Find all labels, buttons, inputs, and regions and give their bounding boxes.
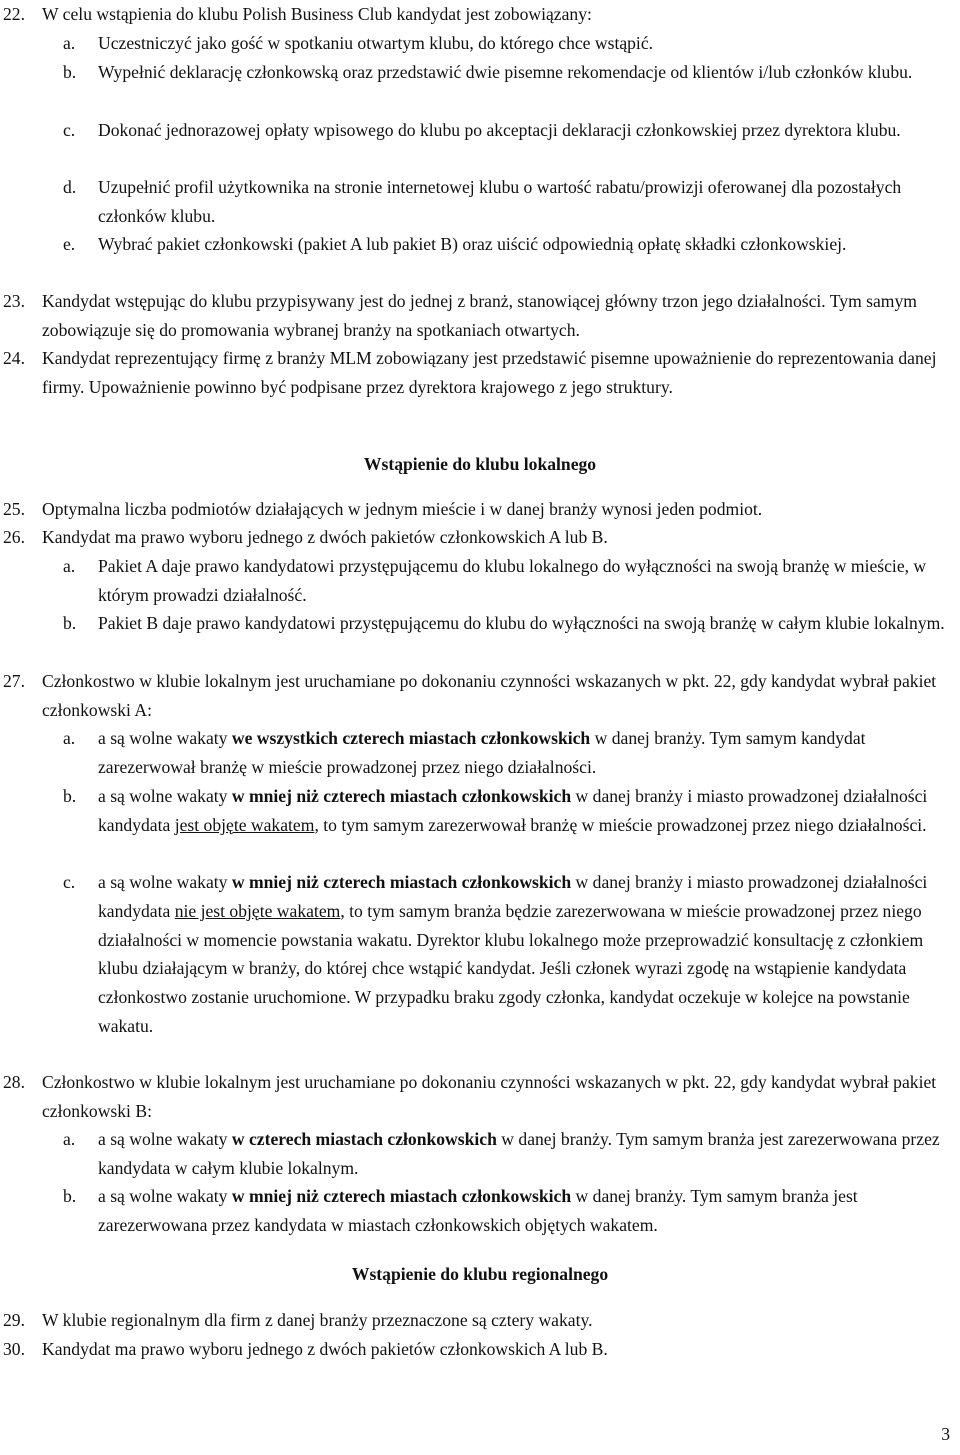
text-segment: W celu wstąpienia do klubu Polish Business Club kandydat jest zobowiązany: xyxy=(42,4,592,24)
item-letter: b. xyxy=(63,1186,77,1206)
item-text xyxy=(98,230,946,259)
item-text xyxy=(42,1335,946,1364)
text-segment: Kandydat reprezentujący firmę z branży MLM zobowiązany jest przedstawić pisemne upoważnienie do reprezentowania danej firmy. Upoważnienie powinno być podpisane przez dyrektora krajowego z jego struktury. xyxy=(42,348,937,397)
text-segment: a są wolne wakaty xyxy=(98,728,232,748)
item-number: 24. xyxy=(3,348,25,368)
item-text xyxy=(98,116,946,145)
text-segment: Kandydat ma prawo wyboru jednego z dwóch pakietów członkowskich A lub B. xyxy=(42,1339,608,1359)
item-text xyxy=(98,609,946,638)
item-text xyxy=(42,1068,946,1126)
text-segment: w danej branży. Tym samym branża jest zarezerwowana przez kandydata w całym klubie lokalnym. xyxy=(98,1129,940,1178)
item-text xyxy=(98,868,946,1041)
item-text xyxy=(98,1125,946,1183)
text-segment: w danej branży i miasto prowadzonej działalności kandydata xyxy=(98,786,928,835)
item-text xyxy=(42,1306,946,1335)
text-segment: Optymalna liczba podmiotów działających w jednym mieście i w danej branży wynosi jeden podmiot. xyxy=(42,499,763,519)
text-segment: Członkostwo w klubie lokalnym jest uruchamiane po dokonaniu czynności wskazanych w pkt. 22, gdy kandydat wybrał pakiet członkowski A: xyxy=(42,671,937,720)
item-number: 30. xyxy=(3,1339,25,1359)
text-segment: Pakiet B daje prawo kandydatowi przystępującemu do klubu do wyłączności na swoją branżę w całym klubie lokalnym. xyxy=(98,613,945,633)
text-segment: Wybrać pakiet członkowski (pakiet A lub pakiet B) oraz uiścić odpowiednią opłatę składki członkowskiej. xyxy=(98,234,847,254)
bold-segment: w czterech miastach członkowskich xyxy=(231,1129,497,1149)
item-letter: d. xyxy=(63,177,77,197)
text-segment: Dokonać jednorazowej opłaty wpisowego do klubu po akceptacji deklaracji członkowskiej przez dyrektora klubu. xyxy=(98,120,901,140)
item-number: 25. xyxy=(3,499,25,519)
item-letter: a. xyxy=(63,1129,76,1149)
item-text xyxy=(42,495,946,524)
text-segment: , to tym samym zarezerwował branżę w mieście prowadzonej przez niego działalności. xyxy=(314,814,927,835)
bold-segment: we wszystkich czterech miastach członkowskich xyxy=(231,728,591,748)
item-letter: b. xyxy=(63,62,77,82)
item-text xyxy=(98,173,946,231)
item-text xyxy=(42,523,946,552)
text-segment: Wypełnić deklarację członkowską oraz przedstawić dwie pisemne rekomendacje od klientów i/lub członków klubu. xyxy=(98,62,913,82)
underlined-segment: nie jest objęte wakatem xyxy=(174,900,341,921)
item-text xyxy=(98,724,946,782)
text-segment: a są wolne wakaty xyxy=(98,872,232,892)
text-segment: a są wolne wakaty xyxy=(98,1186,232,1206)
item-number: 23. xyxy=(3,291,25,311)
text-segment: a są wolne wakaty xyxy=(98,786,232,806)
text-segment: Kandydat wstępując do klubu przypisywany jest do jednej z branż, stanowiącej główny trzon jego działalności. Tym samym zobowiązuje się do promowania wybranej branży na spotkaniach otwartych. xyxy=(42,291,917,340)
item-letter: a. xyxy=(63,556,76,576)
page-number: 3 xyxy=(941,1424,950,1444)
text-segment: Członkostwo w klubie lokalnym jest uruchamiane po dokonaniu czynności wskazanych w pkt. 22, gdy kandydat wybrał pakiet członkowski B: xyxy=(42,1072,937,1121)
item-text xyxy=(98,782,946,840)
item-text xyxy=(42,0,946,29)
item-text xyxy=(42,287,946,345)
item-text xyxy=(42,344,946,402)
item-text xyxy=(98,29,946,58)
item-number: 29. xyxy=(3,1310,25,1330)
item-letter: b. xyxy=(63,613,77,633)
text-segment: Pakiet A daje prawo kandydatowi przystępującemu do klubu lokalnego do wyłączności na swoją branżę w mieście, w którym prowadzi działalność. xyxy=(98,556,927,605)
bold-segment: w mniej niż czterech miastach członkowskich xyxy=(231,872,572,892)
text-segment: Uzupełnić profil użytkownika na stronie internetowej klubu o wartość rabatu/prowizji oferowanej dla pozostałych członków klubu. xyxy=(98,177,902,226)
item-text xyxy=(42,667,946,725)
underlined-segment: jest objęte wakatem xyxy=(174,814,315,835)
text-segment: Kandydat ma prawo wyboru jednego z dwóch pakietów członkowskich A lub B. xyxy=(42,527,608,547)
item-letter: b. xyxy=(63,786,77,806)
text-segment: w danej branży. Tym samym branża jest zarezerwowana przez kandydata w miastach członkowskich objętych wakatem. xyxy=(98,1186,858,1235)
item-number: 27. xyxy=(3,671,25,691)
text-segment: Uczestniczyć jako gość w spotkaniu otwartym klubu, do którego chce wstąpić. xyxy=(98,33,654,53)
bold-segment: w mniej niż czterech miastach członkowskich xyxy=(231,1186,572,1206)
text-segment: w danej branży i miasto prowadzonej działalności kandydata xyxy=(98,872,928,921)
item-text xyxy=(98,58,946,87)
item-letter: a. xyxy=(63,728,76,748)
text-segment: W klubie regionalnym dla firm z danej branży przeznaczone są cztery wakaty. xyxy=(42,1310,593,1330)
item-number: 22. xyxy=(3,4,25,24)
item-text xyxy=(98,1182,946,1240)
section-heading: Wstąpienie do klubu lokalnego xyxy=(363,454,597,474)
text-segment: a są wolne wakaty xyxy=(98,1129,232,1149)
item-letter: c. xyxy=(63,120,76,140)
item-number: 28. xyxy=(3,1072,25,1092)
item-letter: c. xyxy=(63,872,76,892)
item-text xyxy=(98,552,946,610)
item-letter: a. xyxy=(63,33,76,53)
item-letter: e. xyxy=(63,234,76,254)
text-segment: , to tym samym branża będzie zarezerwowana w mieście prowadzonej przez niego działalności w momencie powstania wakatu. Dyrektor klubu lokalnego może przeprowadzić konsultację z członkiem klubu działającym w branży, do której chce wstąpić kandydat. Jeśli członek wyrazi zgodę na wstąpienie kandydata członkostwo zostanie uruchomione. W przypadku braku zgody członka, kandydat oczekuje w kolejce na powstanie wakatu. xyxy=(98,900,924,1036)
section-heading: Wstąpienie do klubu regionalnego xyxy=(351,1264,609,1284)
bold-segment: w mniej niż czterech miastach członkowskich xyxy=(231,786,572,806)
item-number: 26. xyxy=(3,527,25,547)
text-segment: w danej branży. Tym samym kandydat zarezerwował branżę w mieście prowadzonej przez niego działalności. xyxy=(98,728,866,777)
